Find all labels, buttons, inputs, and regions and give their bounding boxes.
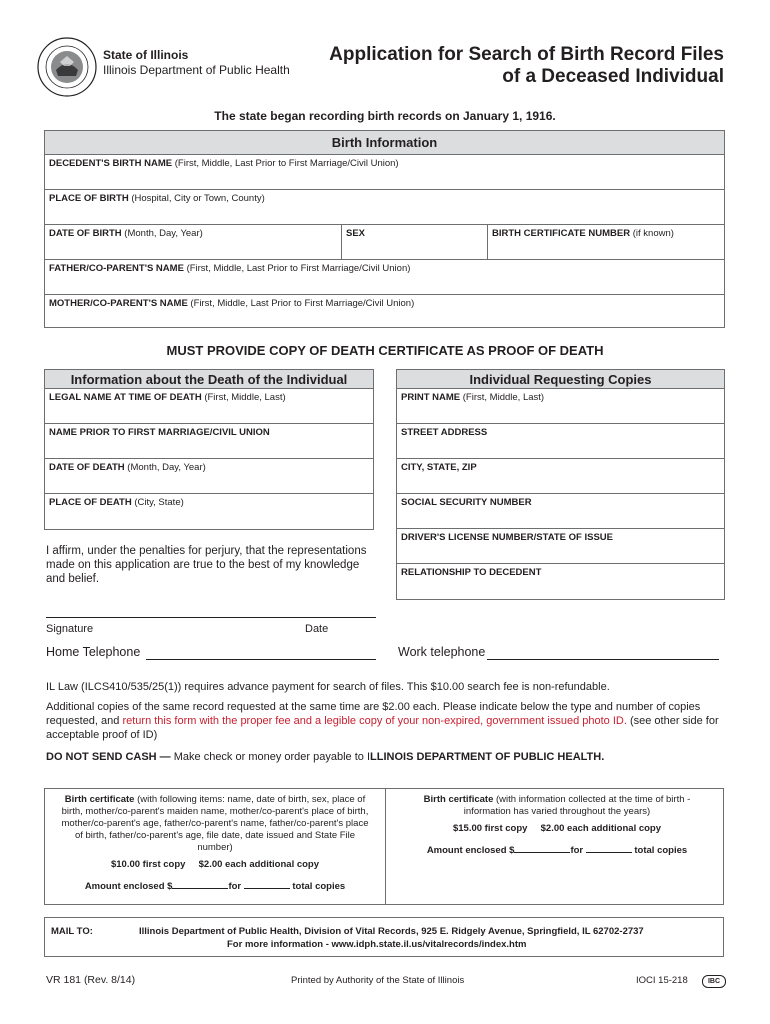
relationship-field[interactable]: RELATIONSHIP TO DECEDENT (401, 567, 542, 578)
date-of-birth-field[interactable]: DATE OF BIRTH (Month, Day, Year) (45, 225, 342, 259)
records-began-note: The state began recording birth records on January 1, 1916. (214, 109, 556, 123)
fee-left-prices: $10.00 first copy $2.00 each additional copy (110, 859, 320, 870)
additional-copies-text: Additional copies of the same record requested at the same time are $2.00 each. Please indicate below the type and number of copies requested, and return this form with the proper fee and a legible copy of your non-expired, government issued photo ID. (see other side for acceptable proof of ID) (46, 701, 719, 741)
death-info-section (44, 369, 374, 530)
agency-block (103, 48, 290, 78)
return-instructions: return this form with the proper fee and a legible copy of your non-expired, government issued photo ID. (122, 715, 627, 727)
requester-heading: Individual Requesting Copies (396, 369, 725, 389)
signature-label: Signature (46, 623, 94, 635)
mother-name-field[interactable]: MOTHER/CO-PARENT'S NAME (First, Middle, Last Prior to First Marriage/Civil Union) (49, 298, 415, 309)
form-number: VR 181 (Rev. 8/14) (46, 974, 136, 986)
fee-left-amount[interactable]: Amount enclosed $ for total copies (84, 881, 346, 892)
signature-line[interactable] (46, 616, 376, 618)
printed-by: Printed by Authority of the State of Illinois (291, 975, 465, 986)
fee-box (44, 788, 724, 905)
print-name-field[interactable]: PRINT NAME (First, Middle, Last) (397, 389, 724, 424)
state-seal (36, 36, 98, 98)
legal-name-field[interactable]: LEGAL NAME AT TIME OF DEATH (First, Middle, Last) (45, 389, 373, 424)
fee-right-prices: $15.00 first copy $2.00 each additional copy (452, 823, 662, 834)
no-cash-text: DO NOT SEND CASH — Make check or money order payable to ILLINOIS DEPARTMENT OF PUBLIC HEALTH. (46, 751, 605, 763)
work-telephone-line[interactable] (487, 658, 719, 660)
work-telephone-label: Work telephone (398, 645, 486, 659)
fee-divider (385, 789, 386, 904)
date-label: Date (305, 623, 329, 635)
name-prior-field[interactable]: NAME PRIOR TO FIRST MARRIAGE/CIVIL UNION (45, 424, 373, 459)
dob-sex-cert-row (45, 225, 724, 260)
home-telephone-label: Home Telephone (46, 645, 141, 659)
more-info-link[interactable]: For more information - www.idph.state.il.us/vitalrecords/index.htm (227, 939, 527, 950)
father-name-field[interactable]: FATHER/CO-PARENT'S NAME (First, Middle, Last Prior to First Marriage/Civil Union) (45, 260, 724, 295)
death-certificate-notice: MUST PROVIDE COPY OF DEATH CERTIFICATE AS PROOF OF DEATH (166, 343, 604, 358)
city-state-zip-field[interactable]: CITY, STATE, ZIP (397, 459, 724, 494)
death-info-heading: Information about the Death of the Individual (44, 369, 374, 389)
birth-certificate-number-field[interactable]: BIRTH CERTIFICATE NUMBER (if known) (492, 228, 674, 239)
fee-option-left: Birth certificate (with following items: name, date of birth, sex, place of birth, mother/co-parent's maiden name, mother/co-parent's place of birth, mother/co-parent's age, father/co-parent's name, father/co-parent's place of birth, father/co-parent's age, file date, date issued and State File number) $10.00 first copy $2.00 each additional copy Amount enclosed $ for total copies (59, 794, 371, 893)
ioci-number: IOCI 15-218 (636, 975, 688, 986)
ssn-field[interactable]: SOCIAL SECURITY NUMBER (397, 494, 724, 529)
mail-to-label: MAIL TO: (51, 926, 93, 937)
seal-text (0, 0, 1, 1)
form-title (329, 44, 724, 88)
date-of-death-field[interactable]: DATE OF DEATH (Month, Day, Year) (45, 459, 373, 494)
title-line-2: of a Deceased Individual (502, 66, 724, 87)
mail-address: Illinois Department of Public Health, Division of Vital Records, 925 E. Ridgely Avenue, Springfield, IL 62702-2737 (139, 926, 644, 937)
decedent-name-field[interactable]: DECEDENT'S BIRTH NAME (First, Middle, Last Prior to First Marriage/Civil Union) (45, 155, 724, 190)
drivers-license-field[interactable]: DRIVER'S LICENSE NUMBER/STATE OF ISSUE (397, 529, 724, 564)
birth-info-section (44, 130, 725, 328)
union-bug-icon: IBC (702, 975, 726, 988)
street-address-field[interactable]: STREET ADDRESS (397, 424, 724, 459)
state-name: State of Illinois (103, 48, 189, 62)
fee-option-right: Birth certificate (with information collected at the time of birth - information has varied throughout the years) $15.00 first copy $2.00 each additional copy Amount enclosed $ for total copies (401, 794, 713, 857)
fee-right-amount[interactable]: Amount enclosed $ for total copies (426, 845, 688, 856)
place-of-death-field[interactable]: PLACE OF DEATH (City, State) (49, 497, 184, 508)
department-name: Illinois Department of Public Health (103, 63, 290, 77)
mail-to-box (44, 917, 724, 957)
place-of-birth-field[interactable]: PLACE OF BIRTH (Hospital, City or Town, County) (45, 190, 724, 225)
home-telephone-line[interactable] (146, 658, 376, 660)
title-line-1: Application for Search of Birth Record Files (329, 44, 724, 65)
birth-info-heading: Birth Information (45, 131, 724, 155)
requester-section (396, 369, 725, 600)
affirmation-text: I affirm, under the penalties for perjury, that the representations made on this application are true to the best of my knowledge and belief. (46, 545, 367, 585)
sex-field[interactable]: SEX (342, 225, 488, 259)
il-law-text: IL Law (ILCS410/535/25(1)) requires advance payment for search of files. This $10.00 search fee is non-refundable. (46, 681, 610, 693)
